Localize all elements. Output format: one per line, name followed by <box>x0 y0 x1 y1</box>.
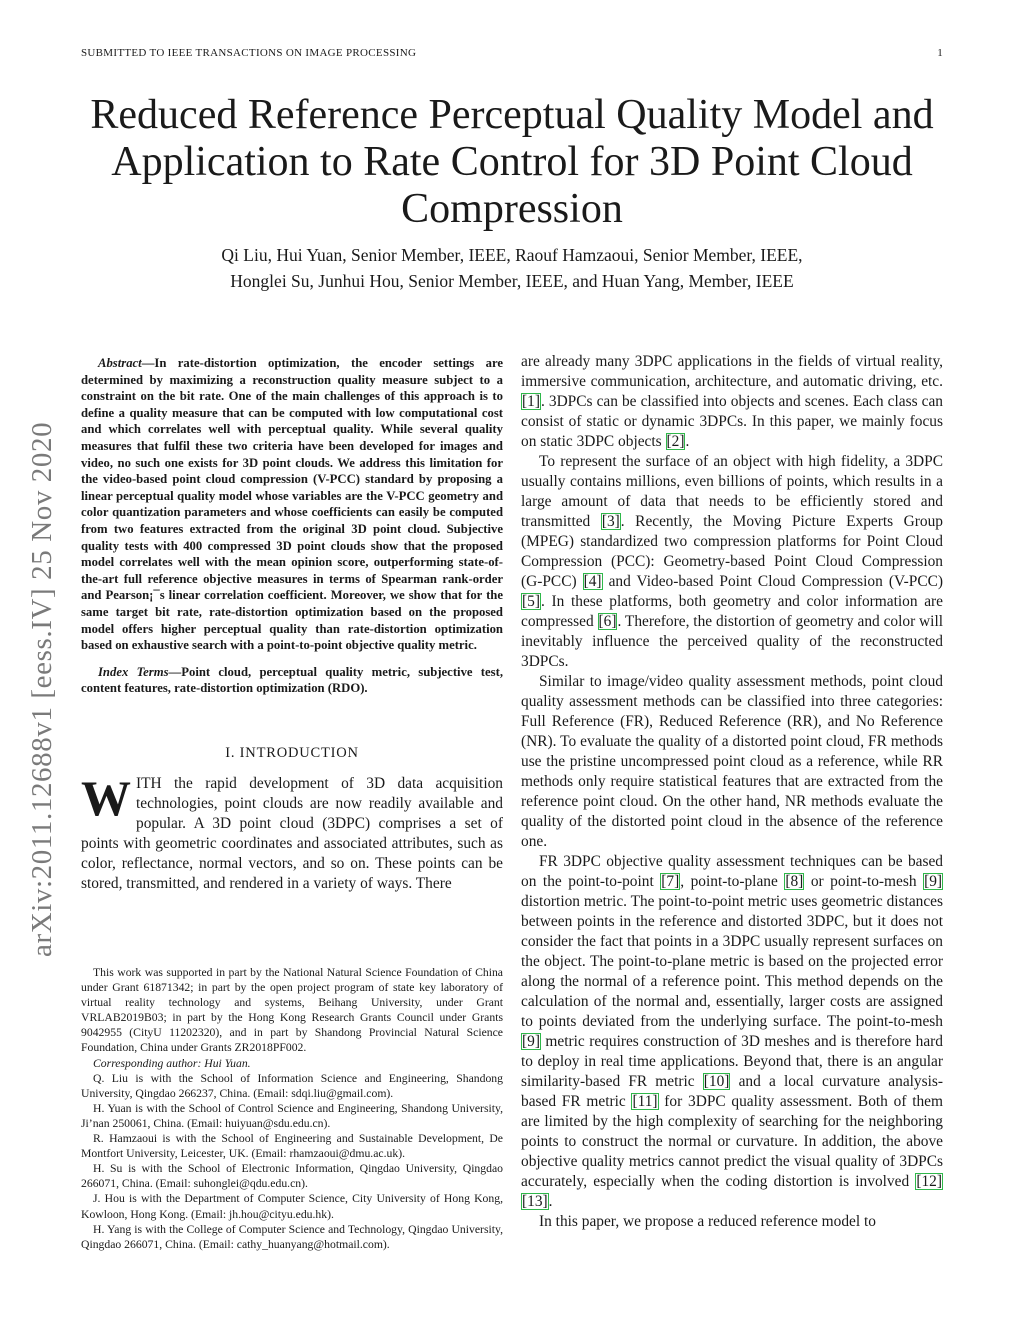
body-paragraph: Similar to image/video quality assessment methods, point cloud quality assessment methods can be classified into three categories: Full Reference (FR), Reduced Reference (RR), and No Reference (NR). To evaluate the quality of a distorted point cloud, FR methods use the pristine uncompressed point cloud as a reference, while RR methods only require statistical features that are extracted from the reference point cloud. On the other hand, NR methods evaluate the quality of the distorted point cloud in the absence of the reference one. <box>521 673 943 850</box>
citation-link[interactable]: [9] <box>522 1033 540 1050</box>
text-run: . In these platforms, both geometry and color information are compressed <box>521 593 943 630</box>
citation-link[interactable]: [9] <box>924 873 943 890</box>
text-run: for 3DPC quality assessment. Both of them are limited by the high complexity of searching for the neighboring points to construct the normal or curvature. In addition, the above objective quality metrics cannot predict the visual quality of 3DPCs accurately, especially when the coding distortion is involved <box>521 1093 943 1190</box>
footnote-affiliation: H. Yang is with the College of Computer Science and Technology, Qingdao University, Qingdao 266071, China. (Email: cathy_huanyang@hotmail.com). <box>81 1222 503 1251</box>
author-line: Honglei Su, Junhui Hou, Senior Member, IEEE, and Huan Yang, Member, IEEE <box>230 271 794 291</box>
arxiv-stamp: arXiv:2011.12688v1 [eess.IV] 25 Nov 2020 <box>26 421 58 957</box>
intro-paragraph <box>81 769 503 894</box>
citation-link[interactable]: [7] <box>661 873 680 890</box>
footnote-corresponding: Corresponding author: Hui Yuan. <box>93 1056 251 1070</box>
abstract-text: In rate-distortion optimization, the encoder settings are determined by maximizing a reconstruction quality measure subject to a constraint on the bit rate. One of the main challenges of this approach is to define a quality measure that can be computed with low computational cost and which correlates well with perceptual quality. While several quality measures that fulfil these two criteria have been developed for images and video, no such one exists for 3D point clouds. We address this limitation for the video-based point cloud compression (V-PCC) standard by proposing a linear perceptual quality model whose variables are the V-PCC geometry and color quantization parameters and whose coefficients can easily be computed from two features extracted from the original 3D point cloud. Subjective quality tests with 400 compressed 3D point clouds show that the proposed model correlates well with the mean opinion score, outperforming state-of-the-art full reference objective measures in terms of Spearman rank-order and Pearson¡¯s linear correlation coefficient. Moreover, we show that for the same target bit rate, rate-distortion optimization based on the proposed model offers higher perceptual quality than rate-distortion optimization based on exhaustive search with a point-to-point objective quality metric. <box>81 356 503 653</box>
body-paragraph <box>521 352 943 452</box>
citation-link[interactable]: [12] <box>916 1173 942 1190</box>
footnote-affiliation: J. Hou is with the Department of Computer Science, City University of Hong Kong, Kowloon, Hong Kong. (Email: jh.hou@cityu.edu.hk). <box>81 1192 503 1221</box>
text-run: . <box>548 1193 553 1210</box>
footnote-affiliation: H. Su is with the School of Electronic Information, Qingdao University, Qingdao 266071, China. (Email: suhonglei@qdu.edu.cn). <box>81 1162 503 1191</box>
citation-link[interactable]: [5] <box>522 593 540 610</box>
footnote-affiliation: Q. Liu is with the School of Information Science and Engineering, Shandong University, Qingdao 266237, China. (Email: sdqi.liu@gmail.com). <box>81 1071 503 1100</box>
text-run: metric requires construction of 3D meshes and is therefore hard to deploy in real time applications. Beyond that, there is an angular similarity-based FR metric <box>521 1033 943 1090</box>
section-heading: I. INTRODUCTION <box>225 744 359 761</box>
citation-link[interactable]: [8] <box>785 873 804 890</box>
text-run: and Video-based Point Cloud Compression (V-PCC) <box>602 573 943 590</box>
citation-link[interactable]: [13] <box>522 1193 548 1210</box>
citation-link[interactable]: [6] <box>598 613 617 630</box>
author-list <box>60 242 964 294</box>
index-terms-text: Point cloud, perceptual quality metric, subjective test, content features, rate-distortion optimization (RDO). <box>81 664 503 696</box>
left-column <box>81 355 503 894</box>
footnotes <box>81 965 503 1252</box>
text-run: distortion metric. The point-to-point metric uses geometric distances between points in the reference and distorted 3DPC, but it does not consider the fact that points in a 3DPC usually represent surfaces on the object. The point-to-plane metric is based on the projected error along the normal of a reference point. This method depends on the calculation of the normal and, essentially, larger costs are assigned to points deviated from the underlying surface. The point-to-mesh <box>521 893 944 1030</box>
title-line: Compression <box>401 186 623 232</box>
text-run: . Recently, the Moving Picture Experts Group (MPEG) standardized two compression platforms for Point Cloud Compression (PCC): Geometry-based Point Cloud Compression (G-PCC) <box>521 513 943 590</box>
text-run: and a local curvature analysis-based FR metric <box>521 1073 944 1110</box>
abstract-label: Abstract <box>98 356 142 370</box>
footnote-affiliation: R. Hamzaoui is with the School of Engineering and Sustainable Development, De Montfort University, Leicester, UK. (Email: rhamzaoui@dmu.ac.uk). <box>81 1132 503 1161</box>
citation-link[interactable]: [1] <box>522 393 540 410</box>
index-terms: Index Terms—Point cloud, perceptual quality metric, subjective test, content features, rate-distortion optimization (RDO). <box>81 664 503 696</box>
footnote-funding: This work was supported in part by the National Natural Science Foundation of China under Grant 61871342; in part by the open project program of state key laboratory of virtual reality technology and systems, Beihang University, under Grant VRLAB2019B03; in part by the Hong Kong Research Grants Council under Grants 9042955 (CityU 11202320), and in part by Shandong Provincial Natural Science Foundation, China under Grants ZR2018PF002. <box>81 966 503 1055</box>
footnote-affiliation: H. Yuan is with the School of Control Science and Engineering, Shandong University, Ji’nan 250061, China. (Email: huiyuan@sdu.edu.cn). <box>81 1101 503 1130</box>
title-line: Application to Rate Control for 3D Point Cloud <box>111 139 913 185</box>
text-run: . Therefore, the distortion of geometry and color will inevitably influence the perceived quality of the reconstructed 3DPCs. <box>521 613 943 670</box>
citation-link[interactable]: [4] <box>583 573 602 590</box>
citation-link[interactable]: [3] <box>601 513 620 530</box>
text-run: , point-to-plane <box>680 873 785 890</box>
title-line: Reduced Reference Perceptual Quality Model and <box>90 92 934 138</box>
right-column <box>521 352 943 1232</box>
text-run: or point-to-mesh <box>804 873 924 890</box>
text-run: are already many 3DPC applications in the fields of virtual reality, immersive communication, architecture, and automatic driving, etc. <box>521 353 943 390</box>
running-head <box>81 47 943 63</box>
text-run: FR 3DPC objective quality assessment techniques can be based on the point-to-point <box>521 853 943 890</box>
abstract: Abstract—In rate-distortion optimization, the encoder settings are determined by maximizing a reconstruction quality measure subject to a constraint on the bit rate. One of the main challenges of this approach is to define a quality measure that can be computed with low computational cost and which correlates well with perceptual quality. While several quality measures that fulfil these two criteria have been developed for images and video, no such one exists for 3D point clouds. We address this limitation for the video-based point cloud compression (V-PCC) standard by proposing a linear perceptual quality model whose variables are the V-PCC geometry and color quantization parameters and whose coefficients can easily be computed from two features extracted from the original 3D point cloud. Subjective quality tests with 400 compressed 3D point clouds show that the proposed model correlates well with the mean opinion score, outperforming state-of-the-art full reference objective measures in terms of Spearman rank-order and Pearson¡¯s linear correlation coefficient. Moreover, we show that for the same target bit rate, rate-distortion optimization based on the proposed model offers higher perceptual quality than rate-distortion optimization based on exhaustive search with a point-to-point objective quality metric. <box>81 356 503 653</box>
index-terms-label: Index Terms <box>98 664 169 679</box>
drop-cap: W <box>81 769 131 826</box>
body-paragraph: In this paper, we propose a reduced reference model to <box>539 1213 876 1230</box>
paper-title <box>60 92 964 233</box>
body-paragraph <box>521 452 943 672</box>
text-run: . <box>685 433 690 450</box>
body-paragraph <box>521 852 943 1212</box>
text-run: . 3DPCs can be classified into objects and scenes. Each class can consist of static or dynamic 3DPCs. In this paper, we mainly focus on static 3DPC objects <box>521 393 943 450</box>
text-run: To represent the surface of an object with high fidelity, a 3DPC usually contains millions, even billions of points, which results in a large amount of data that needs to be efficiently stored and transmitted <box>521 453 943 530</box>
intro-text: ITH the rapid development of 3D data acquisition technologies, point clouds are now readily available and popular. A 3D point cloud (3DPC) comprises a set of points with geometric coordinates and associated attributes, such as color, reflectance, normal vectors, and so on. These points can be stored, transmitted, and rendered in a variety of ways. There <box>81 774 503 892</box>
author-line: Qi Liu, Hui Yuan, Senior Member, IEEE, Raouf Hamzaoui, Senior Member, IEEE, <box>221 245 803 265</box>
citation-link[interactable]: [11] <box>632 1093 658 1110</box>
journal-name: SUBMITTED TO IEEE TRANSACTIONS ON IMAGE PROCESSING <box>81 47 417 59</box>
page-number: 1 <box>937 47 943 59</box>
citation-link[interactable]: [2] <box>666 433 685 450</box>
citation-link[interactable]: [10] <box>703 1073 730 1090</box>
